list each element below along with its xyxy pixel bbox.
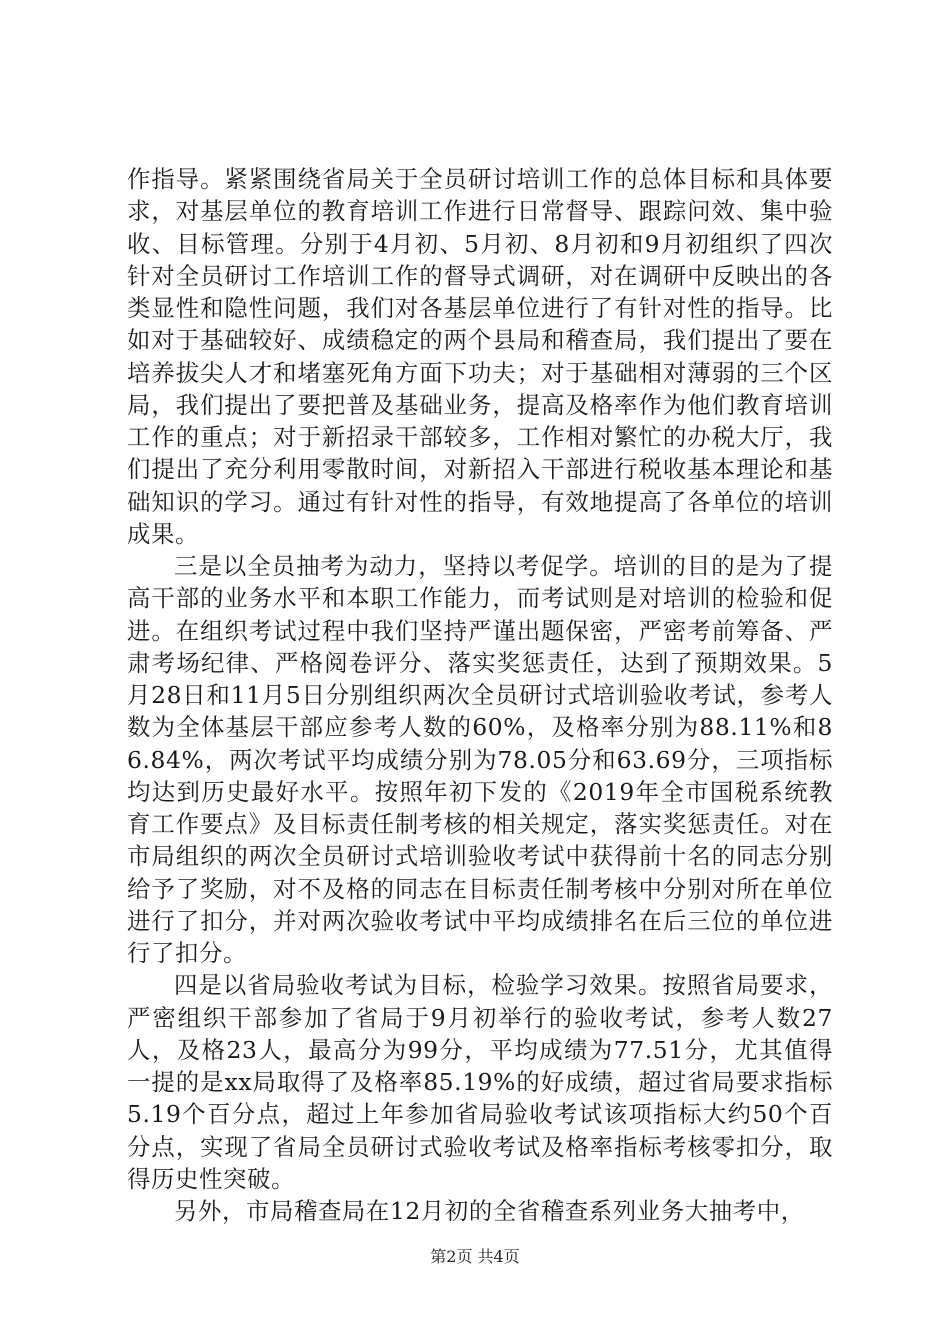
paragraph-guidance-continued: 作指导。紧紧围绕省局关于全员研讨培训工作的总体目标和具体要求，对基层单位的教育培训工作进行日常督导、跟踪问效、集中验收、目标管理。分别于4月初、5月初、8月初和9月初组织了四次针对全员研讨工作培训工作的督导式调研，对在调研中反映出的各类显性和隐性问题，我们对各基层单位进行了有针对性的指导。比如对于基础较好、成绩稳定的两个县局和稽查局，我们提出了要在培养拔尖人才和堵塞死角方面下功夫；对于基础相对薄弱的三个区局，我们提出了要把普及基础业务，提高及格率作为他们教育培训工作的重点；对于新招录干部较多，工作相对繁忙的办税大厅，我们提出了充分利用零散时间，对新招入干部进行税收基本理论和基础知识的学习。通过有针对性的指导，有效地提高了各单位的培训成果。: [127, 165, 833, 548]
page-number-footer: 第2页 共4页: [430, 1247, 520, 1266]
paragraph-exam-promotion: 三是以全员抽考为动力，坚持以考促学。培训的目的是为了提高干部的业务水平和本职工作能力，而考试则是对培训的检验和促进。在组织考试过程中我们坚持严谨出题保密，严密考前筹备、严肃考场纪律、严格阅卷评分、落实奖惩责任，达到了预期效果。5月28日和11月5日分别组织两次全员研讨式培训验收考试，参考人数为全体基层干部应参考人数的60%，及格率分别为88.11%和86.84%，两次考试平均成绩分别为78.05分和63.69分，三项指标均达到历史最好水平。按照年初下发的《2019年全市国税系统教育工作要点》及目标责任制考核的相关规定，落实奖惩责任。对在市局组织的两次全员研讨式培训验收考试中获得前十名的同志分别给予了奖励，对不及格的同志在目标责任制考核中分别对所在单位进行了扣分，并对两次验收考试中平均成绩排名在后三位的单位进行了扣分。: [127, 552, 833, 967]
paragraph-additionally: 另外，市局稽查局在12月初的全省稽查系列业务大抽考中，: [174, 1197, 805, 1225]
paragraph-provincial-exam: 四是以省局验收考试为目标，检验学习效果。按照省局要求，严密组织干部参加了省局于9月初举行的验收考试，参考人数27人，及格23人，最高分为99分，平均成绩为77.51分，尤其值得一提的是xx局取得了及格率85.19%的好成绩，超过省局要求指标5.19个百分点，超过上年参加省局验收考试该项指标大约50个百分点，实现了省局全员研讨式验收考试及格率指标考核零扣分，取得历史性突破。: [127, 971, 833, 1193]
body-text: [127, 163, 833, 1227]
